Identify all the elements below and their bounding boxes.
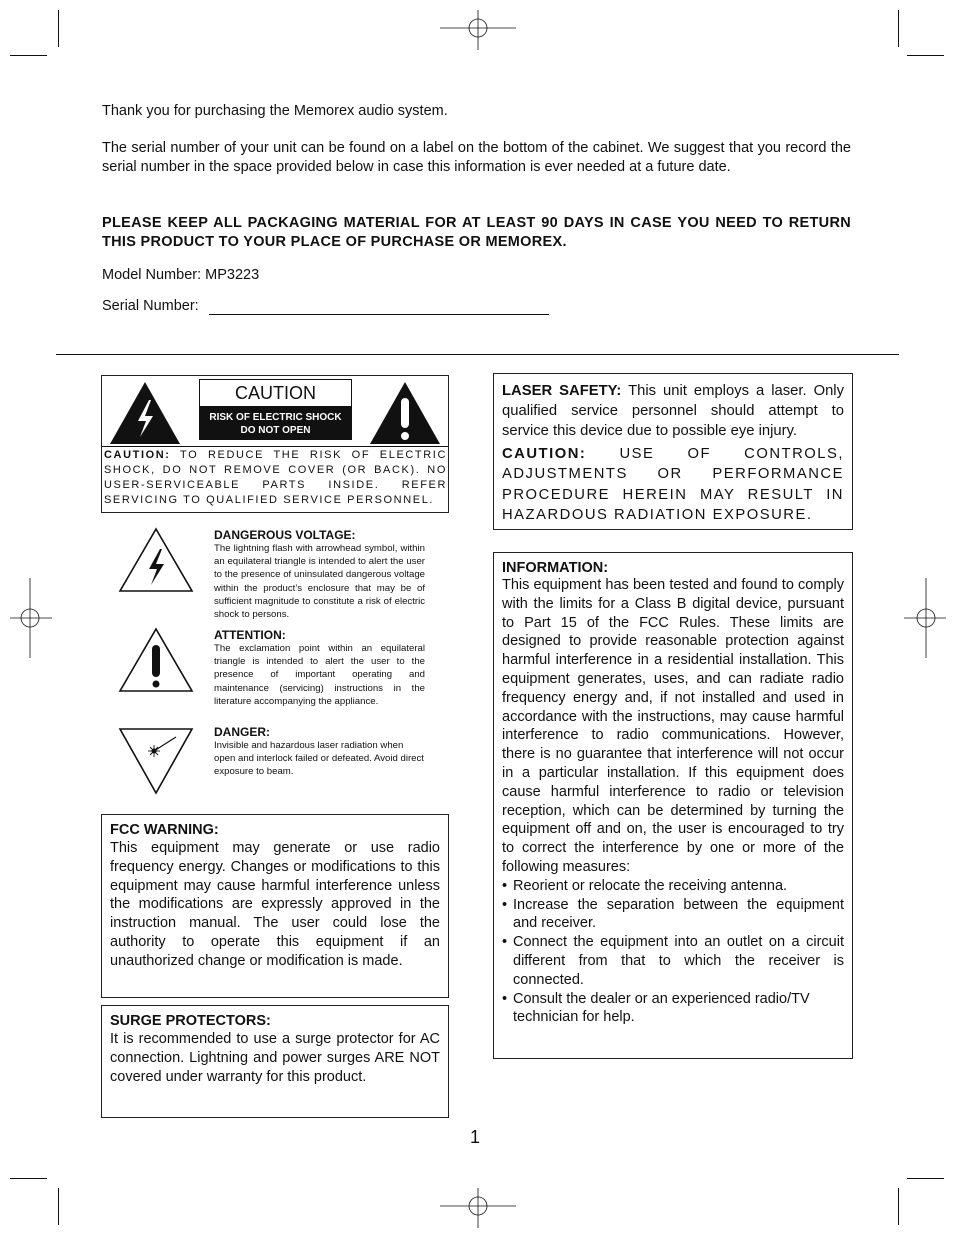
laser-safety-text — [502, 381, 844, 441]
symbol-dangerous-voltage — [214, 529, 425, 621]
fcc-warning-title: FCC WARNING: — [110, 822, 219, 838]
model-number-value: MP3223 — [205, 267, 260, 283]
crop-mark — [58, 1188, 59, 1225]
packaging-notice: PLEASE KEEP ALL PACKAGING MATERIAL FOR AT LEAST 90 DAYS IN CASE YOU NEED TO RETURN THIS PRODUCT TO YOUR PLACE OF PURCHASE OR MEMOREX. — [102, 215, 851, 250]
symbol-title: DANGEROUS VOLTAGE: — [214, 528, 356, 542]
information-text: This equipment has been tested and found to comply with the limits for a Class B digital device, pursuant to Part 15 of the FCC Rules. These limits are designed to provide reasonable protection against harmful interference in a residential installation. This equipment generates, uses, and can radiate radio frequency energy and, if not installed and used in accordance with the instructions, may cause harmful interference to radio communications. However, there is no guarantee that interference will not occur in a particular installation. If this equipment does cause harmful interference to radio or television reception, which can be determined by turning the equipment off and on, the user is encouraged to try to correct the interference by one or more of the following measures: — [502, 577, 844, 875]
caution-box — [101, 375, 449, 513]
list-item: • Reorient or relocate the receiving antenna. — [502, 877, 844, 896]
caution-caption-text: TO REDUCE THE RISK OF ELECTRIC SHOCK, DO NOT REMOVE COVER (OR BACK). NO USER-SERVICEABLE PARTS INSIDE. REFER SERVICING TO QUALIFIED SERVICE PERSONNEL. — [104, 449, 447, 506]
symbol-text: Invisible and hazardous laser radiation when open and interlock failed or defeated. Avoid direct exposure to beam. — [214, 740, 424, 778]
crop-mark — [10, 1178, 47, 1179]
symbol-attention — [214, 629, 425, 708]
crop-mark — [10, 55, 47, 56]
information-box — [493, 552, 853, 1059]
serial-number-label: Serial Number: — [102, 298, 199, 314]
symbol-title: DANGER: — [214, 725, 270, 739]
registration-mark-icon — [10, 578, 52, 658]
caution-subtitle-line2: DO NOT OPEN — [240, 425, 311, 436]
laser-triangle-icon — [118, 727, 194, 795]
crop-mark — [58, 10, 59, 47]
caution-subtitle-line1: RISK OF ELECTRIC SHOCK — [209, 412, 342, 423]
caution-caption — [104, 448, 447, 508]
surge-protectors-box — [101, 1005, 449, 1118]
caution-label-panel — [199, 379, 352, 440]
lightning-triangle-icon — [118, 527, 194, 593]
list-item: • Consult the dealer or an experienced radio/TV technician for help. — [502, 990, 844, 1028]
fcc-warning-text: This equipment may generate or use radio frequency energy. Changes or modifications to this equipment may cause harmful interference unless the modifications are expressly approved in the instruction manual. The user could lose the authority to operate this equipment if an unauthorized change or modification is made. — [110, 840, 440, 969]
caution-caption-lead: CAUTION: — [104, 449, 171, 461]
crop-mark — [907, 55, 944, 56]
list-item: • Connect the equipment into an outlet on a circuit different from that to which the receiver is connected. — [502, 933, 844, 989]
laser-caution-body: USE OF CONTROLS, ADJUSTMENTS OR PERFORMANCE PROCEDURE HEREIN MAY RESULT IN HAZARDOUS RADIATION EXPOSURE. — [502, 446, 844, 523]
surge-protectors-title: SURGE PROTECTORS: — [110, 1013, 271, 1029]
registration-mark-icon — [440, 1188, 516, 1228]
symbol-text: The exclamation point within an equilateral triangle is intended to alert the user to the presence of important operating and maintenance (servicing) instructions in the literature accompanying the appliance. — [214, 643, 425, 707]
surge-protectors-text: It is recommended to use a surge protector for AC connection. Lightning and power surges ARE NOT covered under warranty for this product. — [110, 1031, 440, 1085]
serial-number-line — [102, 298, 199, 314]
lightning-triangle-icon — [108, 380, 182, 446]
exclamation-triangle-icon — [118, 627, 194, 693]
list-item: • Increase the separation between the equipment and receiver. — [502, 896, 844, 934]
symbol-title: ATTENTION: — [214, 628, 286, 642]
registration-mark-icon — [440, 10, 516, 50]
laser-safety-box — [493, 373, 853, 530]
page-number: 1 — [470, 1127, 481, 1147]
caution-box-separator — [102, 446, 448, 447]
laser-caution-lead: CAUTION: — [502, 446, 587, 462]
interference-measures-list — [502, 877, 844, 1027]
thanks-text: Thank you for purchasing the Memorex audio system. — [102, 103, 448, 119]
model-number-label: Model Number: — [102, 267, 202, 283]
crop-mark — [898, 10, 899, 47]
fcc-warning-box — [101, 814, 449, 998]
caution-subtitle — [199, 407, 352, 440]
symbol-danger — [214, 726, 425, 779]
section-divider — [56, 354, 899, 355]
information-title: INFORMATION: — [502, 560, 609, 576]
laser-caution-text — [502, 444, 844, 525]
registration-mark-icon — [904, 578, 946, 658]
exclamation-triangle-icon — [368, 380, 442, 446]
laser-safety-title: LASER SAFETY: — [502, 383, 622, 399]
symbol-text: The lightning flash with arrowhead symbol, within an equilateral triangle is intended to alert the user to the presence of uninsulated dangerous voltage within the product’s enclosure that may be of sufficient magnitude to constitute a risk of electric shock to persons. — [214, 543, 425, 621]
serial-number-blank — [209, 314, 549, 315]
crop-mark — [907, 1178, 944, 1179]
crop-mark — [898, 1188, 899, 1225]
model-number-line — [102, 267, 259, 283]
laser-safety-body: This unit employs a laser. Only qualified service personnel should attempt to service this device due to possible eye injury. — [502, 383, 844, 439]
serial-note-text: The serial number of your unit can be found on a label on the bottom of the cabinet. We suggest that you record the serial number in the space provided below in case this information is ever needed at a future date. — [102, 140, 851, 175]
caution-title: CAUTION — [199, 379, 352, 407]
